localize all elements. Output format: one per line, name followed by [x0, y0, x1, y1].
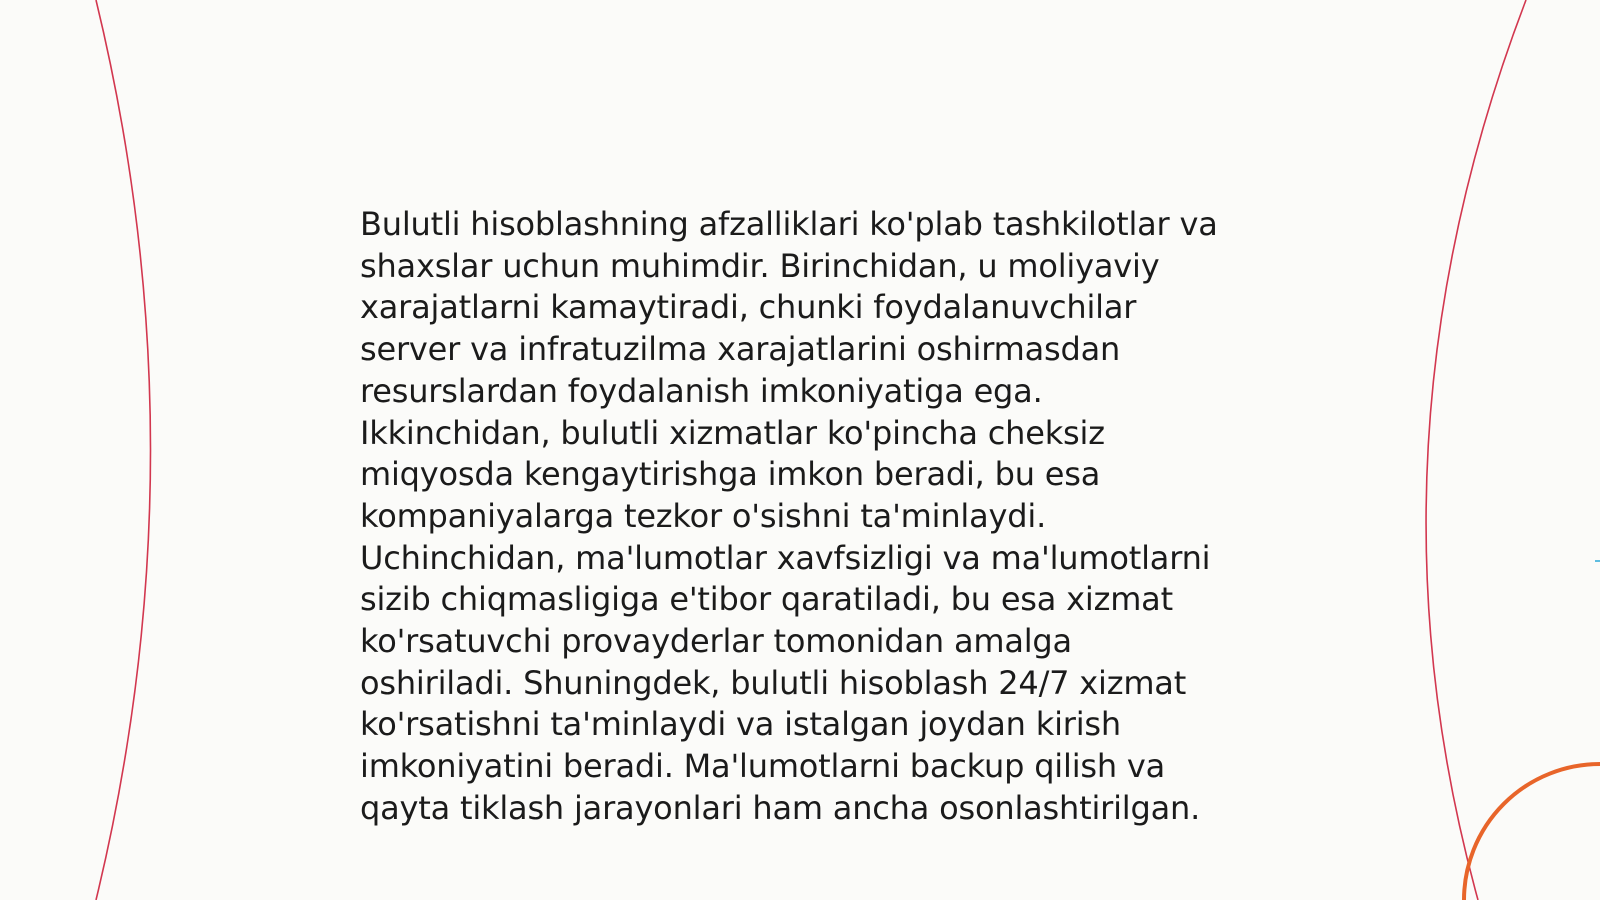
- left-curve-line: [96, 0, 151, 900]
- orange-accent-arc: [1464, 764, 1600, 900]
- right-curve-line: [1426, 0, 1526, 900]
- slide-body-text: Bulutli hisoblashning afzalliklari ko'plab tashkilotlar va shaxslar uchun muhimdir. Birinchidan, u moliyaviy xarajatlarni kamaytiradi, chunki foydalanuvchilar server va infratuzilma xarajatlarini oshirmasdan resurslardan foydalanish imkoniyatiga ega. Ikkinchidan, bulutli xizmatlar ko'pincha cheksiz miqyosda kengaytirishga imkon beradi, bu esa kompaniyalarga tezkor o'sishni ta'minlaydi. Uchinchidan, ma'lumotlar xavfsizligi va ma'lumotlarni sizib chiqmasligiga e'tibor qaratiladi, bu esa xizmat ko'rsatuvchi provayderlar tomonidan amalga oshiriladi. Shuningdek, bulutli hisoblash 24/7 xizmat ko'rsatishni ta'minlaydi va istalgan joydan kirish imkoniyatini beradi. Ma'lumotlarni backup qilish va qayta tiklash jarayonlari ham ancha osonlashtirilgan.: [360, 205, 1218, 827]
